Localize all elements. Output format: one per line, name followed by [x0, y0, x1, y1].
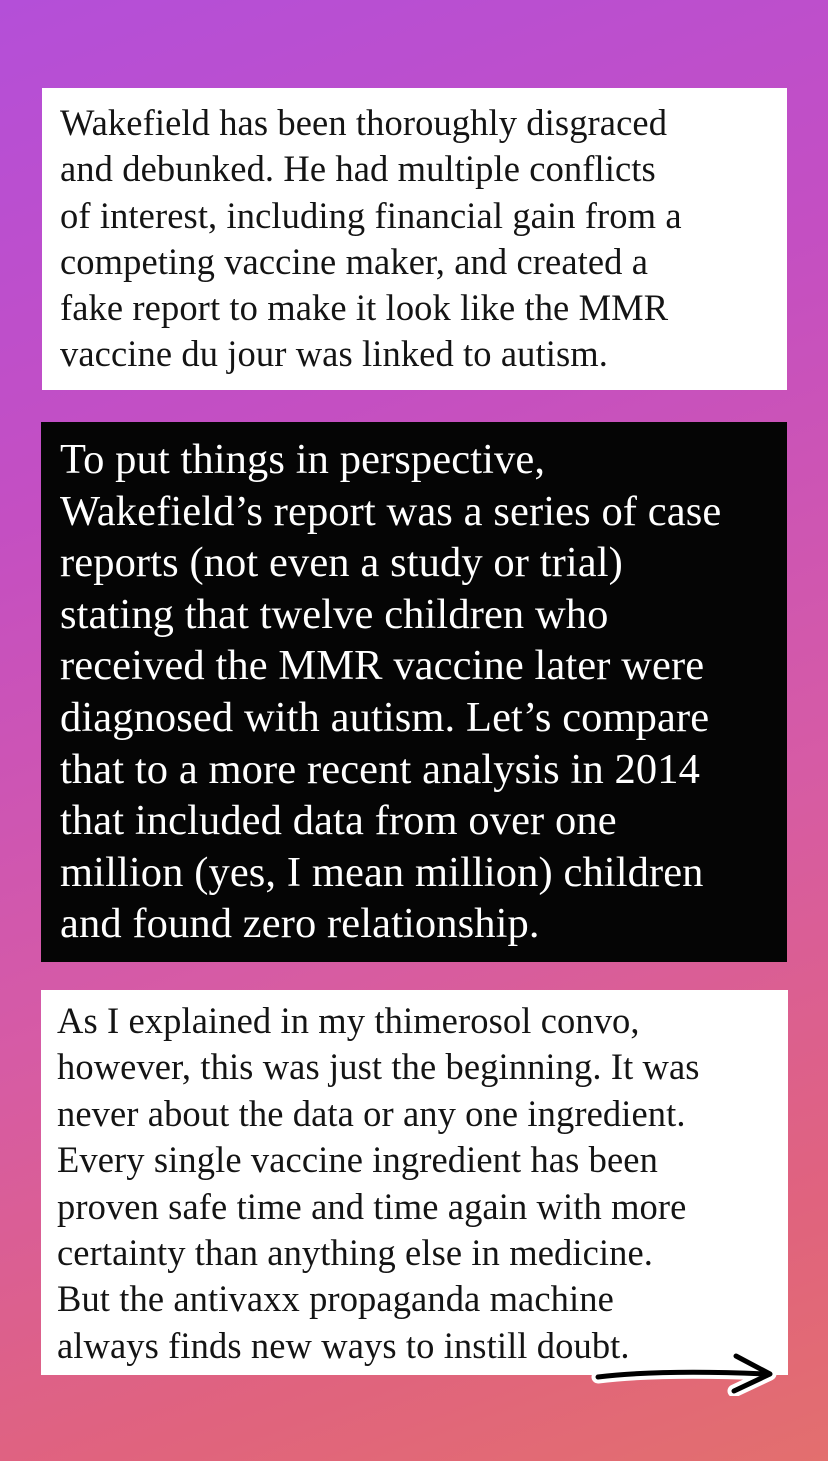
text-card-wakefield-debunked [42, 88, 787, 390]
text-card-perspective [41, 422, 787, 962]
text-card-thimerosol [41, 990, 788, 1375]
paragraph-wakefield-debunked: Wakefield has been thoroughly disgraced and debunked. He had multiple conflicts of interest, including financial gain from a competing vaccine maker, and created a fake report to make it look like the MMR vaccine du jour was linked to autism. [60, 102, 682, 375]
right-arrow-icon[interactable] [590, 1350, 780, 1396]
paragraph-thimerosol: As I explained in my thimerosol convo, however, this was just the beginning. It was never about the data or any one ingredient. Every single vaccine ingredient has been proven safe time and time again with more certainty than anything else in medicine. But the antivaxx propaganda machine always finds new ways to instill doubt. [57, 1000, 700, 1366]
paragraph-perspective: To put things in perspective, Wakefield’s report was a series of case reports (not even a study or trial) stating that twelve children who received the MMR vaccine later were diagnosed with autism. Let’s compare that to a more recent analysis in 2014 that included data from over one million (yes, I mean million) children and found zero relationship. [60, 436, 722, 948]
